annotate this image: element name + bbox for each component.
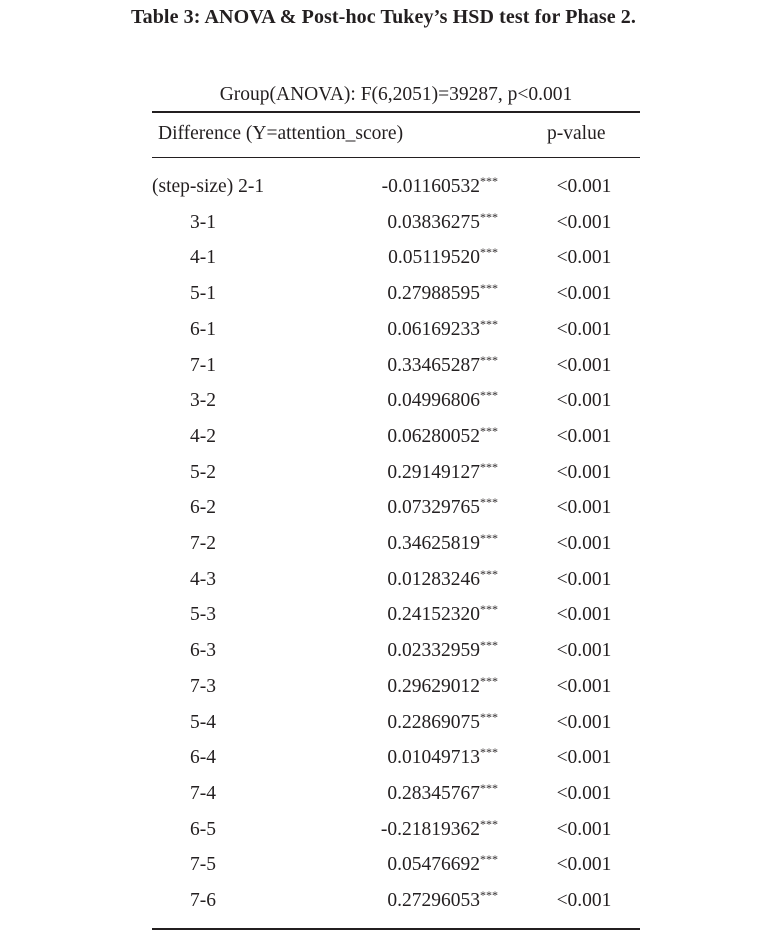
p-value: <0.001: [556, 247, 612, 269]
significance-stars: ***: [480, 459, 498, 474]
mean-difference: [387, 673, 498, 698]
table-row: [152, 176, 640, 206]
table-row: [152, 566, 640, 599]
p-value: <0.001: [556, 390, 612, 412]
significance-stars: ***: [480, 495, 498, 510]
difference-value: 0.06169233: [387, 318, 480, 340]
difference-value: 0.05476692: [387, 854, 480, 876]
p-value: <0.001: [556, 176, 612, 197]
pair-label: 6-2: [190, 497, 216, 519]
table-row: [152, 673, 640, 706]
p-value: <0.001: [556, 711, 612, 733]
significance-stars: ***: [480, 388, 498, 403]
pair-label: 7-2: [190, 533, 216, 554]
top-rule: [152, 111, 640, 113]
mean-difference: [387, 497, 498, 519]
significance-stars: ***: [480, 852, 498, 867]
pair-label: 6-4: [190, 747, 216, 769]
significance-stars: ***: [480, 316, 498, 331]
table-row: [152, 352, 640, 385]
table-row: [152, 459, 640, 492]
pair-label: 5-3: [190, 604, 216, 626]
significance-stars: ***: [480, 888, 498, 902]
p-value: <0.001: [556, 640, 612, 662]
table-row: [152, 283, 640, 313]
mean-difference: [387, 780, 498, 805]
table-row: [152, 709, 640, 742]
difference-value: 0.27296053: [387, 890, 480, 911]
table-row: [152, 890, 640, 920]
table-row: [152, 854, 640, 884]
pair-label: 6-5: [190, 818, 216, 840]
difference-value: 0.01283246: [387, 568, 480, 590]
table-row: [152, 497, 640, 527]
significance-stars: ***: [480, 602, 498, 617]
mean-difference: [387, 566, 498, 591]
pair-label: 6-3: [190, 640, 216, 662]
table-row: [152, 423, 640, 456]
pair-label: 7-1: [190, 354, 216, 376]
table-row: [152, 816, 640, 849]
difference-value: 0.04996806: [387, 390, 480, 412]
p-value: <0.001: [556, 747, 612, 769]
pair-label: 6-1: [190, 318, 216, 340]
significance-stars: ***: [480, 816, 498, 831]
significance-stars: ***: [480, 423, 498, 438]
p-value: <0.001: [556, 782, 612, 804]
difference-value: 0.07329765: [387, 497, 480, 519]
significance-stars: ***: [480, 531, 498, 545]
p-value: <0.001: [556, 318, 612, 340]
difference-value: 0.06280052: [387, 425, 480, 447]
difference-value: 0.01049713: [387, 747, 480, 769]
p-value: <0.001: [556, 497, 612, 519]
mean-difference: [387, 640, 498, 662]
difference-value: -0.21819362: [380, 818, 480, 840]
p-value: <0.001: [556, 604, 612, 626]
p-value: <0.001: [556, 890, 612, 911]
pair-label: 4-2: [190, 425, 216, 447]
p-value: <0.001: [556, 354, 612, 376]
bottom-rule: [152, 928, 640, 930]
pair-label: 4-1: [190, 247, 216, 269]
significance-stars: ***: [480, 673, 498, 688]
difference-value: 0.24152320: [387, 604, 480, 626]
p-value: <0.001: [556, 461, 612, 483]
mean-difference: [388, 247, 498, 269]
mean-difference: [387, 533, 498, 555]
pair-label: (step-size) 2-1: [152, 176, 265, 197]
difference-value: 0.34625819: [387, 533, 480, 554]
p-value: <0.001: [556, 283, 612, 305]
pair-label: 5-2: [190, 461, 216, 483]
difference-value: -0.01160532: [381, 176, 480, 197]
mean-difference: [387, 709, 498, 734]
table-row: [152, 209, 640, 242]
mean-difference: [387, 890, 498, 912]
significance-stars: ***: [480, 281, 498, 296]
mean-difference: [382, 176, 498, 198]
difference-value: 0.33465287: [387, 354, 480, 376]
mean-difference: [387, 352, 498, 377]
p-value: <0.001: [556, 533, 612, 554]
mean-difference: [387, 459, 498, 484]
pair-label: 3-1: [190, 211, 216, 233]
mean-difference: [387, 854, 498, 876]
anova-summary: Group(ANOVA): F(6,2051)=39287, p<0.001: [219, 84, 573, 105]
table-row: [152, 316, 640, 349]
p-value: <0.001: [556, 425, 612, 447]
significance-stars: ***: [480, 352, 498, 367]
header-rule: [152, 157, 640, 158]
header-p-value: p-value: [547, 123, 606, 144]
table-row: [152, 640, 640, 670]
significance-stars: ***: [480, 209, 498, 224]
mean-difference: [380, 816, 498, 841]
mean-difference: [387, 423, 498, 448]
table-row: [152, 604, 640, 634]
table-row: [152, 747, 640, 777]
pair-label: 5-4: [190, 711, 216, 733]
table-row: [152, 780, 640, 813]
table-row: [152, 247, 640, 277]
pair-label: 3-2: [190, 390, 216, 412]
difference-value: 0.27988595: [387, 283, 480, 305]
significance-stars: ***: [480, 566, 498, 581]
p-value: <0.001: [556, 675, 612, 697]
pair-label: 7-6: [190, 890, 216, 911]
p-value: <0.001: [556, 211, 612, 233]
p-value: <0.001: [556, 854, 612, 876]
significance-stars: ***: [480, 745, 498, 760]
pair-label: 7-3: [190, 675, 216, 697]
pair-label: 5-1: [190, 283, 216, 305]
mean-difference: [387, 209, 498, 234]
difference-value: 0.28345767: [387, 782, 480, 804]
difference-value: 0.22869075: [387, 711, 480, 733]
mean-difference: [387, 283, 498, 305]
significance-stars: ***: [480, 174, 498, 188]
table-title: Table 3: ANOVA & Post-hoc Tukey’s HSD test for Phase 2.: [131, 6, 636, 28]
significance-stars: ***: [480, 638, 498, 653]
header-difference: Difference (Y=attention_score): [158, 123, 404, 144]
mean-difference: [387, 390, 498, 412]
difference-value: 0.05119520: [388, 247, 480, 269]
mean-difference: [387, 604, 498, 626]
pair-label: 7-5: [190, 854, 216, 876]
significance-stars: ***: [480, 780, 498, 795]
mean-difference: [387, 747, 498, 769]
difference-value: 0.03836275: [387, 211, 480, 233]
significance-stars: ***: [480, 709, 498, 724]
table-row: [152, 533, 640, 563]
p-value: <0.001: [556, 568, 612, 590]
p-value: <0.001: [556, 818, 612, 840]
mean-difference: [387, 316, 498, 341]
pair-label: 4-3: [190, 568, 216, 590]
difference-value: 0.29629012: [387, 675, 480, 697]
significance-stars: ***: [480, 245, 498, 260]
difference-value: 0.02332959: [387, 640, 480, 662]
difference-value: 0.29149127: [387, 461, 480, 483]
pair-label: 7-4: [190, 782, 216, 804]
table-row: [152, 390, 640, 420]
